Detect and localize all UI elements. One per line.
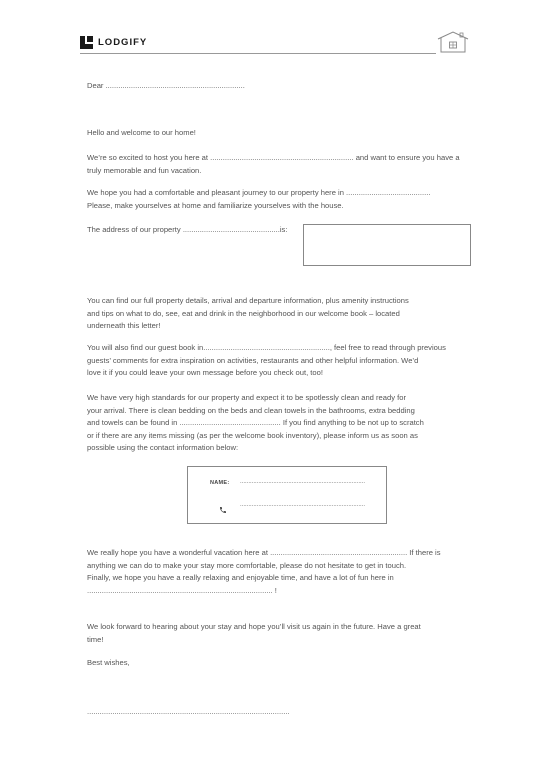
paragraph-line: You can find our full property details, arrival and departure information, plus amenity instructions: [87, 296, 409, 305]
paragraph-line: We have very high standards for our property and expect it to be spotlessly clean and ready for: [87, 393, 406, 402]
contact-phone-blank: ...........................................................................: [240, 502, 366, 508]
paragraph-line: and towels can be found in ................................................ If you find anything to be not up to scratch: [87, 418, 424, 428]
paragraph-line: You will also find our guest book in............................................................, feel free to read through previous: [87, 343, 446, 352]
signature-line: ................................................................................................: [87, 707, 290, 716]
paragraph-line: love it if you could leave your own message before you check out, too!: [87, 368, 323, 378]
contact-name-label: NAME:: [210, 480, 230, 486]
paragraph-line: or if there are any items missing (as per the welcome book inventory), please inform us as soon as: [87, 430, 418, 440]
paragraph-line: Please, make yourselves at home and familiarize yourselves with the house.: [87, 200, 344, 210]
paragraph-line: possible using the contact information below:: [87, 443, 239, 453]
brand-name: LODGIFY: [98, 37, 148, 48]
house-icon: [436, 31, 474, 54]
paragraph-line: Finally, we hope you have a really relaxing and enjoyable time, and have a lot of fun here in: [87, 573, 394, 583]
paragraph-line: your arrival. There is clean bedding on the beds and clean towels in the bathrooms, extra bedding: [87, 405, 415, 415]
page-header: [80, 33, 474, 57]
lodgify-logo-icon: [80, 36, 93, 49]
phone-icon: [219, 501, 227, 519]
address-line: The address of our property ..............................................is:: [87, 225, 288, 234]
paragraph-line: We look forward to hearing about your stay and hope you’ll visit us again in the future. Have a great: [87, 622, 421, 631]
greeting: Hello and welcome to our home!: [87, 128, 196, 137]
paragraph-line: underneath this letter!: [87, 321, 161, 331]
contact-name-blank: ...........................................................................: [240, 479, 366, 485]
paragraph-line: anything we can do to make your stay more comfortable, please do not hesitate to get in touch.: [87, 560, 407, 570]
paragraph-line: time!: [87, 634, 104, 644]
paragraph-line: We’re so excited to host you here at .................................................................... and want to ensure you have a: [87, 153, 460, 162]
paragraph-line: guests’ comments for extra inspiration on activities, restaurants and other helpful information. We’d: [87, 355, 419, 365]
contact-box: [187, 466, 387, 524]
paragraph-line: We really hope you have a wonderful vacation here at ................................................................. If there is: [87, 548, 441, 557]
brand-logo: [80, 36, 147, 49]
header-rule: [80, 53, 474, 54]
paragraph-line: truly memorable and fun vacation.: [87, 165, 202, 175]
address-box: [303, 224, 471, 266]
paragraph-line: and tips on what to do, see, eat and drink in the neighborhood in our welcome book – located: [87, 308, 400, 318]
salutation: Dear ..................................................................: [87, 81, 245, 90]
paragraph-line: ........................................................................................ !: [87, 585, 277, 595]
closing: Best wishes,: [87, 658, 130, 667]
paragraph-line: We hope you had a comfortable and pleasant journey to our property here in ........................................: [87, 188, 431, 197]
